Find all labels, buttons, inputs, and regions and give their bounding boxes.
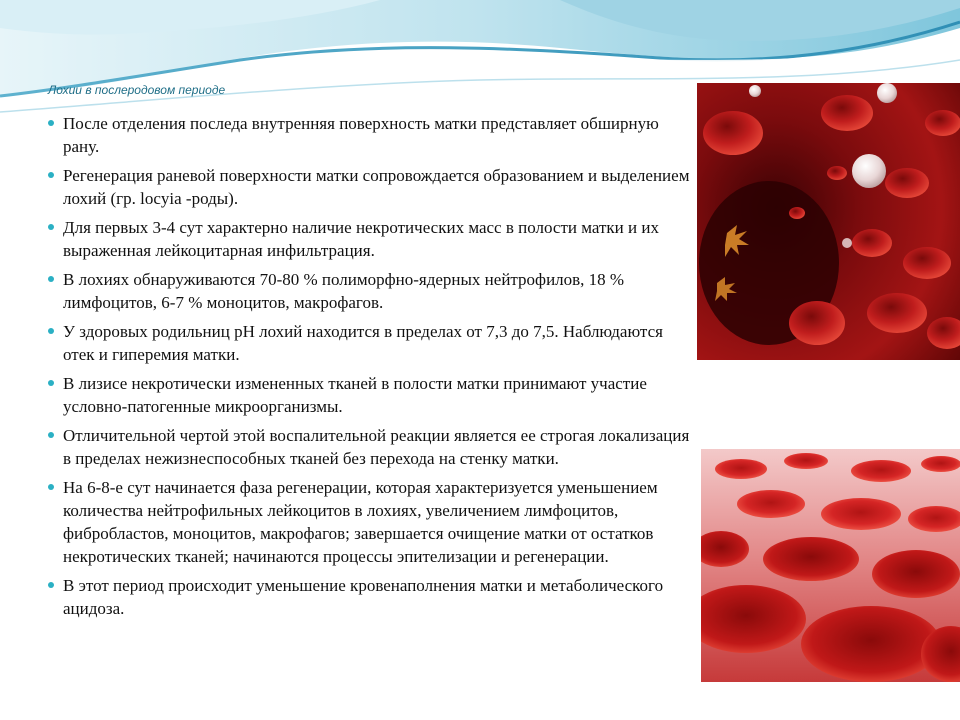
bullet-dot-icon: [48, 120, 54, 126]
bullet-dot-icon: [48, 172, 54, 178]
red-blood-cells-image: [701, 449, 960, 682]
bullet-item: [46, 216, 694, 262]
bullet-item: [46, 112, 694, 158]
bullet-text: В лизисе некротически измененных тканей в полости матки принимают участие условно-патогенные микроорганизмы.: [63, 374, 647, 416]
bullet-text: Регенерация раневой поверхности матки сопровождается образованием и выделением лохий (гр. locyia -роды).: [63, 166, 690, 208]
bullet-item: [46, 320, 694, 366]
bullet-item: [46, 574, 694, 620]
bullet-list: [46, 112, 694, 626]
bullet-text: В лохиях обнаруживаются 70-80 % полиморфно-ядерных нейтрофилов, 18 % лимфоцитов, 6-7 % моноцитов, макрофагов.: [63, 270, 625, 312]
bullet-dot-icon: [48, 276, 54, 282]
bullet-item: [46, 268, 694, 314]
bullet-item: [46, 372, 694, 418]
bullet-text: У здоровых родильниц рН лохий находится в пределах от 7,3 до 7,5. Наблюдаются отек и гиперемия матки.: [63, 322, 663, 364]
bullet-item: [46, 476, 694, 568]
bullet-item: [46, 164, 694, 210]
bullet-dot-icon: [48, 432, 54, 438]
bullet-text: Отличительной чертой этой воспалительной реакции является ее строгая локализация в пределах нежизнеспособных тканей без перехода на стенку матки.: [63, 426, 690, 468]
bullet-dot-icon: [48, 224, 54, 230]
bullet-dot-icon: [48, 484, 54, 490]
blood-vessel-image: [697, 83, 960, 360]
bullet-dot-icon: [48, 380, 54, 386]
bullet-dot-icon: [48, 582, 54, 588]
bullet-item: [46, 424, 694, 470]
slide-title: Лохии в послеродовом периоде: [48, 83, 226, 97]
bullet-text: На 6-8-е сут начинается фаза регенерации, которая характеризуется уменьшением количества нейтрофильных лейкоцитов в лохиях, увеличением лимфоцитов, фибробластов, моноцитов, макрофагов; завершается очищение матки от остатков некротических тканей; начинаются процессы эпителизации и регенерации.: [63, 478, 658, 566]
bullet-text: В этот период происходит уменьшение кровенаполнения матки и метаболического ацидоза.: [63, 576, 664, 618]
bullet-dot-icon: [48, 328, 54, 334]
bullet-text: После отделения последа внутренняя поверхность матки представляет обширную рану.: [63, 114, 659, 156]
bullet-text: Для первых 3-4 сут характерно наличие некротических масс в полости матки и их выраженная лейкоцитарная инфильтрация.: [63, 218, 659, 260]
